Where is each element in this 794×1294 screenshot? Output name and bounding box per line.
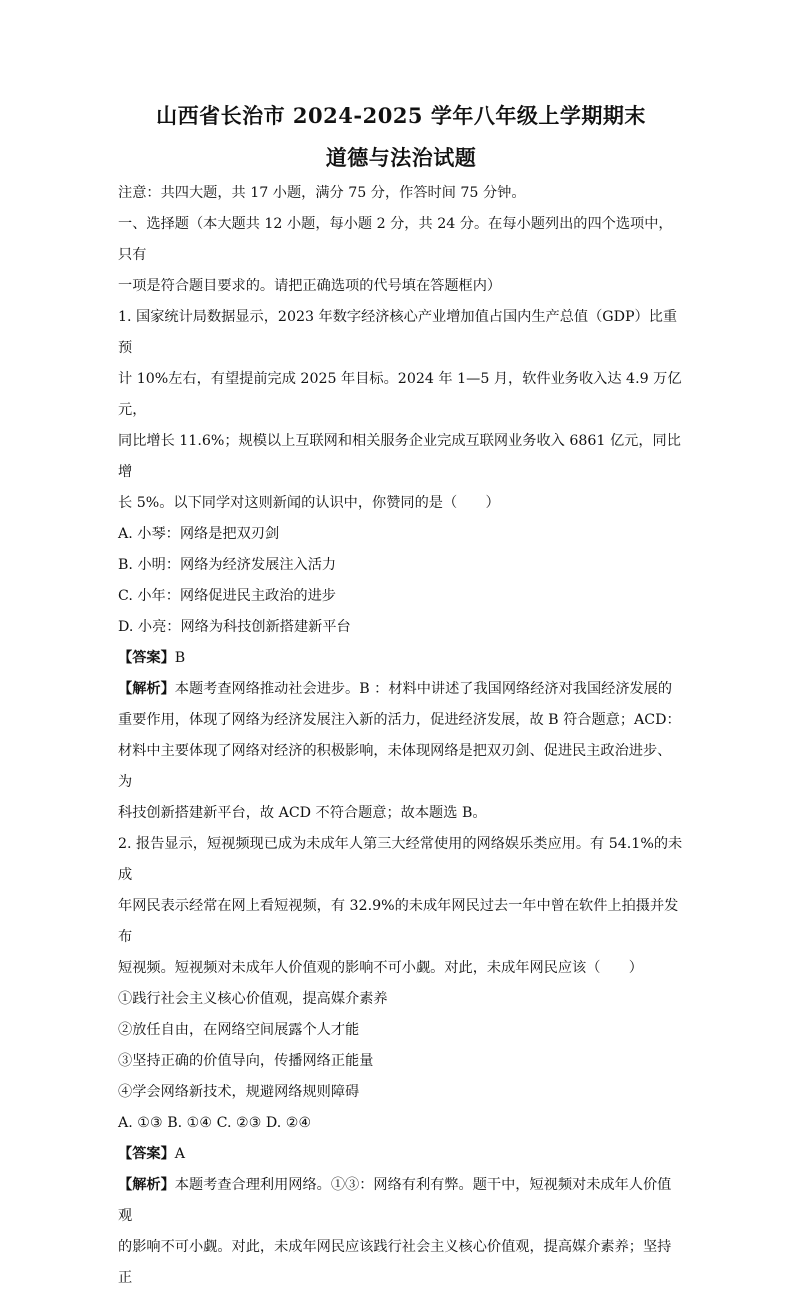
question-stem-line: 长 5%。以下同学对这则新闻的认识中，你赞同的是（ ） bbox=[118, 495, 500, 511]
question-stem-line: 同比增长 11.6%；规模以上互联网和相关服务企业完成互联网业务收入 6861 亿元，同比增 bbox=[118, 433, 681, 480]
section-heading-line: 一、选择题（本大题共 12 小题，每小题 2 分，共 24 分。在每小题列出的四个选项中，只有 bbox=[118, 216, 673, 263]
question-stem-line: 计 10%左右，有望提前完成 2025 年目标。2024 年 1—5 月，软件业务收入达 4.9 万亿元， bbox=[118, 371, 682, 418]
analysis-label: 【解析】 bbox=[118, 681, 175, 697]
answer-value: A bbox=[174, 1146, 186, 1162]
analysis-line: 重要作用，体现了网络为经济发展注入新的活力，促进经济发展，故 B 符合题意；ACD： bbox=[118, 712, 681, 728]
analysis-line bbox=[118, 1170, 684, 1232]
analysis-line: 的影响不可小觑。对此，未成年网民应该践行社会主义核心价值观，提高媒介素养；坚持正 bbox=[118, 1239, 672, 1286]
section-heading bbox=[118, 209, 684, 302]
answer-label: 【答案】 bbox=[118, 650, 175, 666]
section-heading-line: 一项是符合题目要求的。请把正确选项的代号填在答题框内） bbox=[118, 278, 502, 294]
answer-line bbox=[118, 643, 684, 674]
options-line: A. ①③ B. ①④ C. ②③ D. ②④ bbox=[118, 1115, 312, 1131]
exam-notice: 注意：共四大题，共 17 小题，满分 75 分，作答时间 75 分钟。 bbox=[118, 185, 526, 201]
statement-item: ③坚持正确的价值导向，传播网络正能量 bbox=[118, 1053, 374, 1069]
answer-label: 【答案】 bbox=[118, 1146, 175, 1162]
question-stem-line: 2. 报告显示，短视频现已成为未成年人第三大经常使用的网络娱乐类应用。有 54.1%的未成 bbox=[118, 836, 683, 883]
question-stem-line: 短视频。短视频对未成年人价值观的影响不可小觑。对此，未成年网民应该（ ） bbox=[118, 960, 643, 976]
analysis-line: 材料中主要体现了网络对经济的积极影响，未体现网络是把双刃剑、促进民主政治进步、为 bbox=[118, 743, 672, 790]
option-c: C. 小年：网络促进民主政治的进步 bbox=[118, 588, 336, 604]
answer-line bbox=[118, 1139, 684, 1170]
analysis-line: 科技创新搭建新平台，故 ACD 不符合题意；故本题选 B。 bbox=[118, 805, 487, 821]
statement-item: ④学会网络新技术，规避网络规则障碍 bbox=[118, 1084, 360, 1100]
question-2 bbox=[118, 829, 684, 1294]
statement-item: ①践行社会主义核心价值观，提高媒介素养 bbox=[118, 991, 388, 1007]
option-b: B. 小明：网络为经济发展注入活力 bbox=[118, 557, 337, 573]
analysis-text: 本题考查网络推动社会进步。B ：材料中讲述了我国网络经济对我国经济发展的 bbox=[174, 681, 673, 697]
question-1 bbox=[118, 302, 684, 829]
analysis-line bbox=[118, 674, 684, 705]
document-title: 山西省长治市 2024-2025 学年八年级上学期期末 bbox=[156, 103, 646, 128]
analysis-label: 【解析】 bbox=[118, 1177, 175, 1193]
document-subtitle: 道德与法治试题 bbox=[325, 145, 477, 170]
analysis-text: 本题考查合理利用网络。①③：网络有利有弊。题干中，短视频对未成年人价值观 bbox=[118, 1177, 672, 1224]
question-stem-line: 年网民表示经常在网上看短视频，有 32.9%的未成年网民过去一年中曾在软件上拍摄并发布 bbox=[118, 898, 679, 945]
answer-value: B bbox=[174, 650, 186, 666]
option-d: D. 小亮：网络为科技创新搭建新平台 bbox=[118, 619, 351, 635]
statement-item: ②放任自由，在网络空间展露个人才能 bbox=[118, 1022, 360, 1038]
option-a: A. 小琴：网络是把双刃剑 bbox=[118, 526, 280, 542]
question-stem-line: 1. 国家统计局数据显示，2023 年数字经济核心产业增加值占国内生产总值（GDP）比重预 bbox=[118, 309, 678, 356]
